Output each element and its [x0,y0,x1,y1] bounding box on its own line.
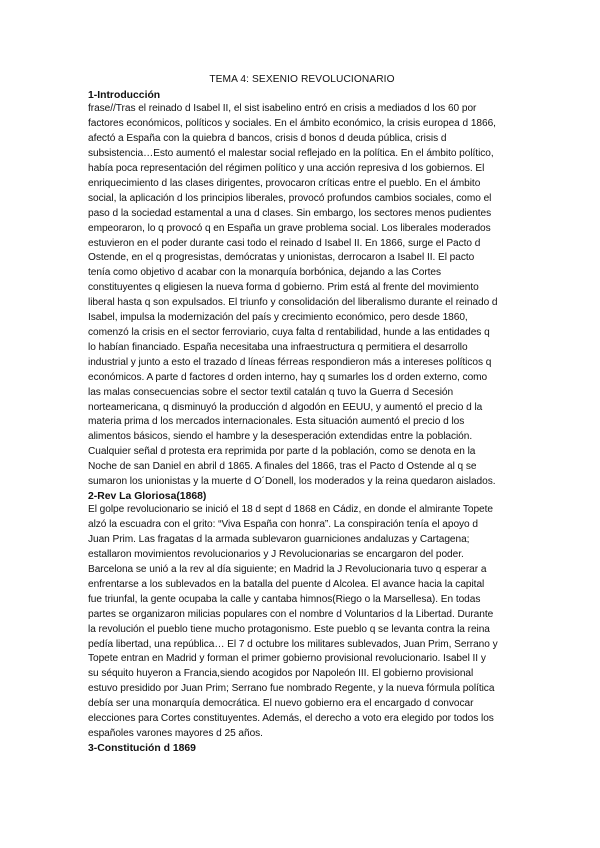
paragraph-line: las malas consecuencias sobre el sector textil catalán q tuvo la Guerra d Secesión [88,386,454,398]
paragraph-line: económicos. A parte d factores d orden interno, hay q sumarles los d orden externo, como [88,371,488,383]
paragraph-line: materia prima d los mercados internacionales. Esta situación aumentó el precio d los [88,416,465,428]
paragraph-line: social, la aplicación d los principios liberales, provocó profundos cambios sociales, como el [88,192,492,204]
section-3 [88,742,516,755]
section-1 [88,89,516,490]
paragraph-line: fue triunfal, la gente ocupaba la calle y cantaba himnos(Riego o la Marsellesa). En todas [88,593,481,605]
paragraph-line: partes se organizaron milicias populares con el nombre d Voluntarios d la Libertad. Durante [88,608,494,620]
paragraph-line: enfrentarse a los sublevados en la batalla del puente d Alcolea. El avance hacia la capital [88,578,485,590]
section-heading: 3-Constitución d 1869 [88,742,196,754]
paragraph-line: paso d la sociedad estamental a una d clases. Sin embargo, los sectores menos pudientes [88,207,492,219]
section-heading: 1-Introducción [88,90,161,101]
paragraph-line: enriquecimiento d las clases dirigentes, provocaron críticas entre el pueblo. En el ámbito [88,177,481,189]
paragraph-line: Juan Prim. Las fragatas d la armada sublevaron guarniciones andaluzas y Cartagena; [88,534,470,546]
document-sections [88,89,516,755]
paragraph-line: subsistencia…Esto aumentó el malestar social reflejado en la política. En el ámbito político, [88,148,494,160]
paragraph-line: estuvo presidido por Juan Prim; Serrano fue nombrado Regente, y la nueva fórmula política [88,683,495,695]
paragraph-line: Noche de san Daniel en abril d 1865. A finales del 1866, tras el Pacto d Ostende al q se [88,461,477,473]
paragraph-line: debía ser una monarquía democrática. El nuevo gobierno era el encargado d convocar [88,698,474,710]
paragraph-line: lo habían financiado. España necesitaba una infraestructura q permitiera el desarrollo [88,341,468,353]
paragraph-line: su séquito huyeron a Francia,siendo acogidos por Napoleón III. El gobierno provisional [88,668,474,680]
paragraph-line: afectó a España con la quiebra d bancos, crisis d bonos d deuda pública, crisis d [88,133,447,145]
paragraph-line: El golpe revolucionario se inició el 18 d sept d 1868 en Cádiz, en donde el almirante Topete [88,504,493,516]
section-paragraph [88,102,516,490]
section-2 [88,490,516,742]
document-title: TEMA 4: SEXENIO REVOLUCIONARIO [209,74,395,85]
paragraph-line: había poca representación del régimen político y una acción represiva d los gobiernos. El [88,163,485,175]
paragraph-line: elecciones para Cortes constituyentes. Además, el derecho a voto era elegido por todos los [88,713,494,725]
paragraph-line: industrial y junto a esto el trazado d líneas férreas respondieron más a intereses políticos q [88,356,492,368]
document-content [88,73,516,755]
paragraph-line: tenía como objetivo d acabar con la monarquía borbónica, dejando a las Cortes [88,267,441,279]
paragraph-line: sumaron los unionistas y la muerte d O´Donell, los moderados y la reina quedaron aislados. [88,476,496,488]
paragraph-line: frase//Tras el reinado d Isabel II, el sist isabelino entró en crisis a mediados d los 60 por [88,103,477,115]
paragraph-line: constituyentes q eligiesen la nueva forma d gobierno. Prim está al frente del movimiento [88,282,479,294]
paragraph-line: pedía libertad, una república… El 7 d octubre los militares sublevados, Juan Prim, Serrano y [88,638,498,650]
paragraph-line: españoles varones mayores d 25 años. [88,727,263,739]
paragraph-line: Topete entran en Madrid y forman el primer gobierno provisional revolucionario. Isabel II y [88,653,486,665]
paragraph-line: norteamericana, q disminuyó la producción d algodón en EEUU, y aumentó el precio d la [88,401,483,413]
paragraph-line: Barcelona se unió a la rev al día siguiente; en Madrid la J Revolucionaria tuvo q esperar a [88,564,487,575]
section-paragraph [88,503,516,742]
paragraph-line: alimentos básicos, siendo el hambre y la desesperación extendidas entre la población. [88,431,473,443]
paragraph-line: factores económicos, políticos y sociales. En el ámbito económico, la crisis europea d 1866, [88,118,496,130]
paragraph-line: alzó la escuadra con el grito: “Viva España con honra”. La conspiración tenía el apoyo d [88,519,478,531]
paragraph-line: Ostende, en el q progresistas, demócratas y unionistas, derrocaron a Isabel II. El pacto [88,252,475,264]
paragraph-line: liberal hasta q son expulsados. El triunfo y consolidación del liberalismo durante el reinado d [88,297,498,309]
paragraph-line: Cualquier señal d protesta era reprimida por parte d la población, como se denota en la [88,446,476,458]
section-heading: 2-Rev La Gloriosa(1868) [88,490,207,502]
paragraph-line: Isabel, impulsa la modernización del país y crecimiento económico, pero desde 1860, [88,312,468,324]
paragraph-line: empeoraron, lo q provocó q en España un grave problema social. Los liberales moderados [88,222,491,234]
paragraph-line: estallaron movimientos revolucionarios y J Revolucionarias se encargaron del poder. [88,549,464,561]
paragraph-line: estuvieron en el poder durante casi todo el reinado d Isabel II. En 1866, surge el Pacto d [88,237,481,249]
paragraph-line: la revolución el pueblo tiene mucho protagonismo. Este pueblo q se levanta contra la reina [88,623,490,635]
paragraph-line: comenzó la crisis en el sector ferroviario, cuya falta d rentabilidad, hunde a las entidades q [88,327,490,338]
